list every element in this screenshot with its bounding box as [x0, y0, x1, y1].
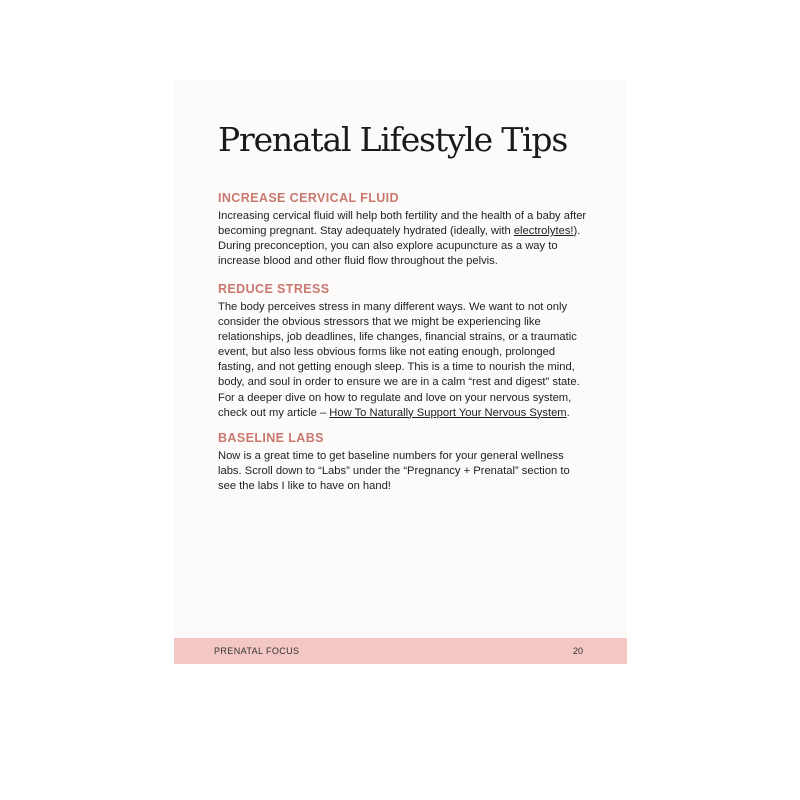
- section-increase-cervical-fluid: [218, 190, 590, 269]
- nervous-system-article-link[interactable]: How To Naturally Support Your Nervous System: [329, 406, 567, 419]
- page-footer: [174, 638, 627, 664]
- body-text: .: [566, 406, 570, 419]
- section-reduce-stress: [218, 281, 590, 421]
- section-body: [218, 300, 590, 421]
- section-heading: INCREASE CERVICAL FLUID: [218, 191, 399, 205]
- section-body: Now is a great time to get baseline numbers for your general wellness labs. Scroll down to “Labs” under the “Pregnancy + Prenatal” section to see the labs I like to have on hand!: [218, 450, 570, 493]
- electrolytes-link[interactable]: electrolytes!: [513, 225, 574, 238]
- document-page: [174, 80, 627, 664]
- section-baseline-labs: [218, 430, 590, 494]
- page-title: Prenatal Lifestyle Tips: [218, 120, 568, 159]
- page-number: 20: [572, 646, 583, 656]
- section-heading: REDUCE STRESS: [218, 282, 330, 296]
- section-body: [218, 209, 590, 269]
- footer-label: PRENATAL FOCUS: [214, 646, 300, 656]
- body-text: ). During preconception, you can also explore acupuncture as a way to increase blood and other fluid flow throughout the pelvis.: [218, 225, 581, 268]
- body-text: Increasing cervical fluid will help both fertility and the health of a baby after becoming pregnant. Stay adequately hydrated (ideally, with: [218, 210, 587, 238]
- section-heading: BASELINE LABS: [218, 431, 324, 445]
- body-text: The body perceives stress in many different ways. We want to not only consider the obvious stressors that we might be experiencing like relationships, job deadlines, life changes, financial strains, or a traumatic event, but also less obvious forms like not eating enough, prolonged fasting, and not getting enough sleep. This is a time to nourish the mind, body, and soul in order to ensure we are in a calm “rest and digest” state. For a deeper dive on how to regulate and love on your nervous system, check out my article –: [218, 301, 580, 419]
